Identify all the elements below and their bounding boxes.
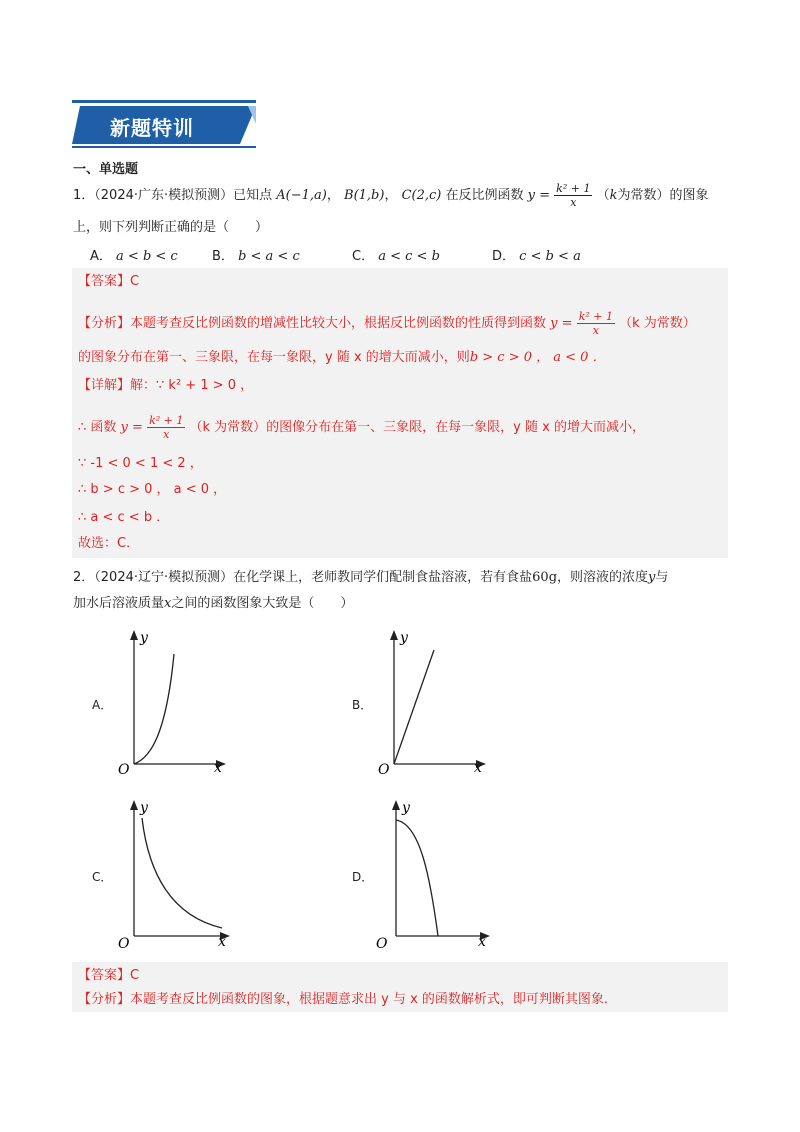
- curve: [396, 820, 438, 936]
- x-variable: x: [164, 596, 172, 611]
- question-source: （2024·广东·模拟预测）: [94, 188, 234, 203]
- point-c: C(2,c): [401, 188, 442, 203]
- q2-text: 加水后溶液质量: [73, 596, 165, 611]
- q1-text: 已知点: [233, 188, 273, 203]
- k-variable: k: [609, 188, 618, 203]
- x-axis-label: x: [474, 760, 482, 776]
- y-axis-label: y: [402, 800, 410, 816]
- option-expr: a < b < c: [116, 249, 178, 264]
- question-2-line-1: [73, 568, 668, 588]
- x-axis-label: x: [218, 934, 226, 950]
- fraction-denominator: x: [592, 324, 599, 337]
- q2-analysis: [78, 990, 617, 1010]
- y-axis-label: y: [140, 800, 148, 816]
- detail-func: y =: [120, 420, 143, 435]
- q2-text: 在化学课上，老师教同学们配制食盐溶液，若有食盐: [233, 570, 533, 585]
- graph-d-label[interactable]: D．: [352, 870, 374, 884]
- function-fraction: [554, 182, 592, 209]
- analysis-label: 【分析】: [78, 992, 131, 1007]
- x-axis-label: x: [214, 760, 222, 776]
- point-a: A(−1,a): [276, 188, 327, 203]
- y-arrow-icon: [392, 800, 400, 810]
- q1-detail-line-3: ∵ -1 < 0 < 1 < 2 ，: [78, 456, 203, 471]
- option-expr: a < c < b: [378, 249, 440, 264]
- detail-fraction: [147, 414, 185, 441]
- analysis-fraction: [577, 310, 615, 337]
- analysis-text: 本题考查反比例函数的增减性比较大小，根据反比例函数的性质得到函数: [130, 316, 547, 331]
- q1-answer-box: [72, 268, 728, 558]
- graph-c-label[interactable]: C．: [92, 870, 113, 884]
- y-variable: y: [648, 570, 656, 585]
- graph-a[interactable]: [110, 626, 230, 776]
- question-source: （2024·辽宁·模拟预测）: [94, 570, 234, 585]
- q1-text: （: [596, 188, 610, 203]
- option-d[interactable]: [492, 245, 581, 264]
- question-2-line-2: [73, 594, 353, 614]
- q2-answer: 【答案】C: [78, 968, 140, 983]
- q1-detail-line-4: ∴ b > c > 0 ， a < 0 ，: [78, 482, 227, 497]
- y-arrow-icon: [390, 630, 398, 640]
- q1-text: 在反比例函数: [445, 188, 524, 203]
- y-arrow-icon: [130, 630, 138, 640]
- graph-c[interactable]: [110, 796, 240, 952]
- option-label: B．: [212, 249, 234, 264]
- fraction-numerator: k² + 1: [578, 310, 613, 323]
- fraction-denominator: x: [570, 196, 577, 209]
- q1-detail-line-5: ∴ a < c < b ．: [78, 510, 170, 525]
- q1-analysis-line-2: [78, 348, 606, 368]
- q1-detail-line-2: [78, 414, 645, 441]
- analysis-text: 本题考查反比例函数的图象，根据题意求出 y 与 x 的函数解析式，即可判断其图象．: [130, 992, 617, 1007]
- analysis-text: b > c > 0 ， a < 0 ．: [469, 350, 606, 365]
- analysis-label: 【分析】: [78, 316, 131, 331]
- curve: [142, 818, 222, 928]
- option-expr: c < b < a: [519, 249, 581, 264]
- option-c[interactable]: [352, 245, 440, 264]
- origin-label: O: [378, 762, 390, 776]
- point-b: B(1,b): [344, 188, 385, 203]
- analysis-text: y 随 x 的增大而减小，则: [325, 350, 470, 365]
- y-arrow-icon: [130, 800, 138, 810]
- banner-title: 新题特训: [110, 116, 194, 140]
- q1-answer: 【答案】C: [78, 274, 140, 289]
- fraction-denominator: x: [163, 428, 170, 441]
- graph-d[interactable]: [372, 796, 502, 952]
- origin-label: O: [118, 762, 130, 776]
- q1-detail-line-6: 故选：C．: [78, 536, 140, 551]
- analysis-text: （k 为常数）: [619, 316, 696, 331]
- section-title: 一、单选题: [73, 162, 139, 177]
- mass-value: 60g: [532, 570, 558, 585]
- graph-b[interactable]: [370, 626, 490, 776]
- q2-text: 与: [655, 570, 669, 585]
- graph-b-label[interactable]: B．: [352, 698, 373, 712]
- detail-text: ∴ 函数: [78, 420, 117, 435]
- question-number: 2．: [73, 570, 95, 585]
- q2-answer-box: [72, 962, 728, 1012]
- option-b[interactable]: [212, 245, 300, 264]
- detail-text: 解：∵ k² + 1 > 0 ，: [130, 378, 254, 393]
- origin-label: O: [118, 936, 130, 952]
- origin-label: O: [376, 936, 388, 952]
- detail-label: 【详解】: [78, 378, 131, 393]
- graph-a-label[interactable]: A．: [92, 698, 113, 712]
- fraction-numerator: k² + 1: [556, 182, 591, 195]
- function-lhs: y =: [527, 188, 551, 203]
- question-1-line-2: 上，则下列判断正确的是（ ）: [73, 220, 269, 235]
- option-label: C．: [352, 249, 375, 264]
- analysis-func: y =: [550, 316, 573, 331]
- option-label: A．: [90, 249, 112, 264]
- q2-text: ，则溶液的浓度: [557, 570, 649, 585]
- option-a[interactable]: [90, 245, 178, 264]
- analysis-text: 的图象分布在第一、三象限，在每一象限，: [78, 350, 326, 365]
- question-number: 1．: [73, 188, 95, 203]
- y-axis-label: y: [140, 630, 148, 646]
- q1-text: 为常数）的图象: [617, 188, 709, 203]
- section-banner: [72, 100, 256, 150]
- fraction-numerator: k² + 1: [149, 414, 184, 427]
- option-label: D．: [492, 249, 516, 264]
- y-axis-label: y: [400, 630, 408, 646]
- option-expr: b < a < c: [238, 249, 300, 264]
- detail-text: （k 为常数）的图像分布在第一、三象限，在每一象限，y 随 x 的增大而减小，: [189, 420, 645, 435]
- x-axis-label: x: [478, 934, 486, 950]
- q1-analysis-line-1: [78, 310, 696, 337]
- q2-text: 之间的函数图象大致是（ ）: [171, 596, 354, 611]
- line: [394, 650, 434, 764]
- question-1-line-1: 1．（2024·广东·模拟预测）已知点 A(−1,a)， B(1,b)， C(2,c) 在反比例函数 y = $\frac{\text{k² + 1}}{x}$ （k为常数）的图象: [73, 182, 709, 209]
- curve: [134, 654, 174, 764]
- q1-detail-line-1: [78, 376, 253, 396]
